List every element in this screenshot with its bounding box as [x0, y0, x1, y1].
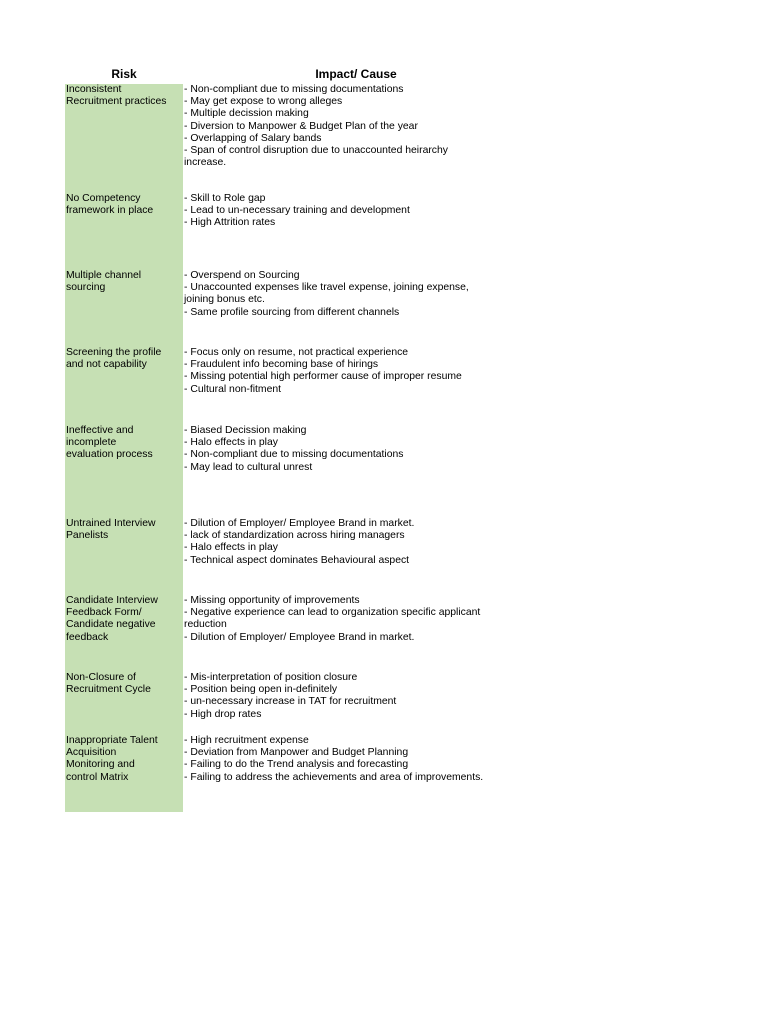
impact-cell: - Focus only on resume, not practical experience - Fraudulent info becoming base of hirings - Missing potential high performer cause of improper resume - Cultural non-fitment [184, 347, 462, 395]
impact-cell: - Overspend on Sourcing - Unaccounted expenses like travel expense, joining expense, joining bonus etc. - Same profile sourcing from different channels [184, 270, 469, 318]
risk-cell: Ineffective and incomplete evaluation process [66, 425, 153, 461]
impact-cell: - Mis-interpretation of position closure - Position being open in-definitely - un-necessary increase in TAT for recruitment - High drop rates [184, 672, 397, 720]
impact-column-header: Impact/ Cause [315, 67, 397, 81]
risk-cell: Screening the profile and not capability [66, 347, 162, 371]
impact-cell: - High recruitment expense - Deviation from Manpower and Budget Planning - Failing to do the Trend analysis and forecasting - Failing to address the achievements and area of improvements. [184, 735, 484, 783]
impact-cell: - Dilution of Employer/ Employee Brand in market. - lack of standardization across hiring managers - Halo effects in play - Technical aspect dominates Behavioural aspect [184, 518, 415, 566]
risk-cell: Untrained Interview Panelists [66, 518, 156, 542]
risk-cell: Inappropriate Talent Acquisition Monitoring and control Matrix [66, 735, 158, 783]
risk-cell: No Competency framework in place [66, 193, 154, 217]
impact-cell: - Non-compliant due to missing documentations - May get expose to wrong alleges - Multiple decission making - Diversion to Manpower & Budget Plan of the year - Overlapping of Salary bands - Span of control disruption due to unaccounted heirarchy increase. [184, 84, 448, 169]
risk-column-header: Risk [111, 67, 137, 81]
risk-cell: Candidate Interview Feedback Form/ Candidate negative feedback [66, 595, 158, 643]
risk-cell: Multiple channel sourcing [66, 270, 142, 294]
impact-cell: - Biased Decission making - Halo effects in play - Non-compliant due to missing documentations - May lead to cultural unrest [184, 425, 404, 473]
risk-cell: Non-Closure of Recruitment Cycle [66, 672, 151, 696]
risk-cell: Inconsistent Recruitment practices [66, 84, 167, 108]
impact-cell: - Missing opportunity of improvements - Negative experience can lead to organization specific applicant reduction - Dilution of Employer/ Employee Brand in market. [184, 595, 481, 643]
impact-cell: - Skill to Role gap - Lead to un-necessary training and development - High Attrition rates [184, 193, 410, 229]
